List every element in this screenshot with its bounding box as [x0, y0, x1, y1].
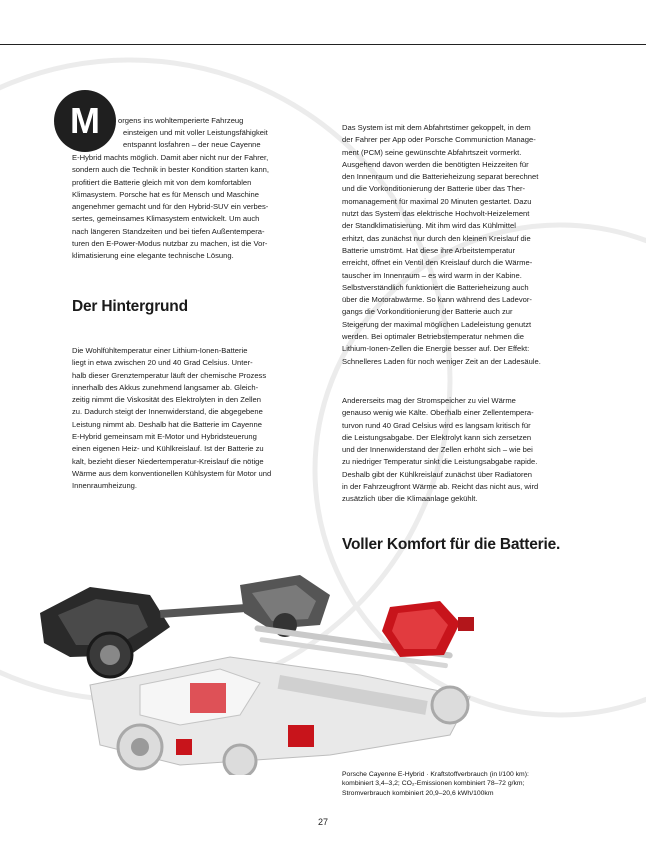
page-number: 27: [317, 817, 328, 827]
drop-cap: M: [54, 90, 116, 152]
text-line: werden. Bei optimaler Betriebstemperatur nehmen die: [342, 332, 524, 342]
right-paragraph-2: [342, 395, 538, 506]
text-line: die Leistungsabgabe. Der Elektrolyt kann sich zersetzen: [342, 432, 532, 442]
section-heading-hintergrund: Der Hintergrund: [72, 298, 188, 315]
front-chassis-light: [90, 657, 470, 775]
text-line: momanagement für maximal 20 Minuten gestartet. Dazu: [342, 196, 532, 206]
consumption-caption: [342, 770, 529, 798]
text-line: Klimasystem. Porsche hat es für Mensch und Maschine: [72, 189, 259, 199]
intro-paragraph: [72, 152, 269, 263]
text-line: nutzt das System das elektrische Hochvolt-Heizelement: [342, 209, 530, 219]
text-line: Selbstverständlich funktioniert die Batterieheizung auch: [342, 282, 529, 292]
rear-chassis-dark: [40, 575, 330, 677]
text-line: tauscher im Innenraum – es wird warm in der Kabine.: [342, 270, 522, 280]
text-line: Leistung nimmt ab. Deshalb hat die Batterie im Cayenne: [72, 419, 262, 429]
text-line: erreicht, öffnet ein Ventil den Kreislauf durch die Wärme-: [342, 258, 533, 268]
hintergrund-paragraph: [72, 345, 271, 493]
text-line: gangs die Vorkonditionierung der Batterie auch zur: [342, 307, 513, 317]
text-line: angenehmer gemacht und für den Hybrid-SUV ein verbes-: [72, 202, 269, 212]
text-line: profitiert die Batterie gleich mit von dem komfortablen: [72, 177, 252, 187]
text-line: und der Innenwiderstand der Zellen erhöht sich – wie bei: [342, 445, 533, 455]
hybrid-chassis-illustration: [30, 565, 500, 775]
text-line: turen den E-Power-Modus nutzbar zu machen, ist die Vor-: [72, 239, 268, 249]
text-line: Deshalb gibt der Kühlkreislauf zunächst über Radiatoren: [342, 469, 532, 479]
text-line: zeitig nimmt die Viskosität des Elektrolyten in den Zellen: [72, 395, 261, 405]
text-line: der Standklimatisierung. Mit ihm wird das Kühlmittel: [342, 221, 516, 231]
text-line: der Fahrer per App oder Porsche Communiction Manage-: [342, 135, 536, 145]
text-line: Andererseits mag der Stromspeicher zu viel Wärme: [342, 396, 516, 405]
text-line: einen eigenen Heiz- und Kühlkreislauf. Ist der Batterie zu: [72, 444, 264, 454]
intro-indented-lines: [72, 127, 268, 152]
text-line: kalt, bezieht dieser Niedertemperatur-Kreislauf die nötige: [72, 456, 264, 466]
text-line: innerhalb des Akkus zunehmend langsamer ab. Gleich-: [72, 382, 259, 392]
text-line: in der Fahrzeugfront Wärme ab. Reicht das nicht aus, wird: [342, 482, 539, 492]
text-line: Wärme aus dem konventionellen Kühlsystem für Motor und: [72, 468, 272, 478]
text-line: liegt in etwa zwischen 20 und 40 Grad Celsius. Unter-: [72, 358, 253, 368]
intro-first-lines: [118, 115, 243, 127]
text-line: Innenraumheizung.: [72, 481, 138, 491]
text-line: nach längeren Standzeiten und bei tiefen Außentempera-: [72, 226, 265, 236]
text-line: turvon rund 40 Grad Celsius wird es langsam kritisch für: [342, 420, 531, 430]
text-line: E-Hybrid machts möglich. Damit aber nicht nur der Fahrer,: [72, 153, 269, 162]
text-line: klimatisierung eine elegante technische Lösung.: [72, 251, 234, 261]
text-line: einsteigen und mit voller Leistungsfähigkeit: [123, 128, 268, 137]
text-line: über die Motorabwärme. So kann während des Ladevor-: [342, 295, 532, 305]
text-line: den Innenraum und die Batterieheizung separat berechnet: [342, 172, 539, 182]
section-heading-komfort: Voller Komfort für die Batterie.: [342, 536, 561, 553]
text-line: zu niedriger Temperatur sinkt die Leistungsabgabe rapide.: [342, 457, 538, 467]
caption-line: Stromverbrauch kombiniert 20,9–20,6 kWh/100km: [342, 789, 494, 797]
text-line: Batterie umströmt. Hat diese ihre Arbeitstemperatur: [342, 245, 516, 255]
text-line: Ausgehend davon werden die benötigten Heizzeiten für: [342, 159, 529, 169]
caption-line: Porsche Cayenne E-Hybrid · Kraftstoffverbrauch (in l/100 km):: [342, 771, 529, 778]
text-line: Schnelleres Laden für noch weniger Zeit an der Ladesäule.: [342, 356, 541, 366]
text-line: halb dieser Grenztemperatur läuft der chemische Prozess: [72, 370, 267, 380]
text-line: erhitzt, das zunächst nur durch den kleinen Kreislauf die: [342, 233, 531, 243]
text-line: sondern auch die Technik in bester Kondition starten kann,: [72, 165, 270, 175]
text-line: ment (PCM) seine gewünschte Abfahrtszeit vormerkt.: [342, 147, 522, 157]
text-line: Steigerung der maximal möglichen Ladeleistung genutzt: [342, 319, 532, 329]
text-line: entspannt losfahren – der neue Cayenne: [123, 140, 261, 150]
text-line: E-Hybrid gemeinsam mit E-Motor und Hybridsteuerung: [72, 432, 257, 442]
text-line: zusätzlich über die Klimaanlage gekühlt.: [342, 494, 478, 504]
text-line: Das System ist mit dem Abfahrtstimer gekoppelt, in dem: [342, 123, 531, 132]
text-line: orgens ins wohltemperierte Fahrzeug: [118, 116, 244, 125]
right-paragraph-1: [342, 122, 541, 368]
caption-line: kombiniert 3,4–3,2; CO₂-Emissionen kombiniert 78–72 g/km;: [342, 780, 525, 788]
text-line: sertes, gemeinsames Klimasystem entwickelt. Um auch: [72, 214, 260, 224]
text-line: Die Wohlfühltemperatur einer Lithium-Ionen-Batterie: [72, 346, 248, 355]
text-line: und die Vorkonditionierung der Batterie über das Ther-: [342, 184, 526, 194]
text-line: Lithium-Ionen-Zellen die Energie besser auf. Der Effekt:: [342, 344, 530, 354]
text-line: genauso wenig wie Kälte. Oberhalb einer Zellentempera-: [342, 408, 534, 418]
text-line: zu. Dadurch steigt der Innenwiderstand, die abgegebene: [72, 407, 263, 417]
